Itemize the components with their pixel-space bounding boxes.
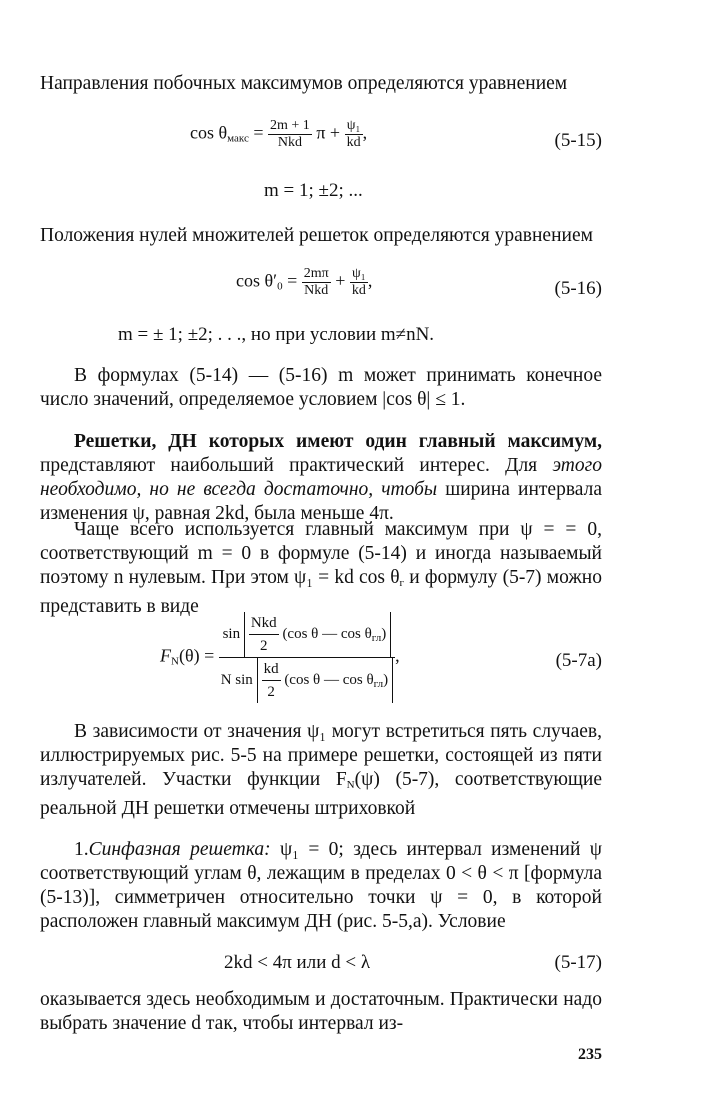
paragraph-side-maxima: Направления побочных максимумов определяются уравнением <box>40 73 568 94</box>
condition-line: m = ± 1; ±2; . . ., но при условии m≠nN. <box>118 324 435 345</box>
paragraph-in-phase: 1.Синфазная решетка: ψ₁ = 0; здесь интервал изменений ψ соответствующий углам θ, лежащим в пределах 0 < θ < π [формула (5-13)], симметричен относительно точки ψ = 0, в которой расположен главный максимум ДН (рис. 5-5,а). Условие <box>40 839 602 932</box>
paragraph-sufficient: оказывается здесь необходимым и достаточным. Практически надо выбрать значение d так, чтобы интервал из- <box>40 989 602 1034</box>
paragraph-nulls: Положения нулей множителей решеток определяются уравнением <box>40 225 593 246</box>
paragraph-gratings: Решетки, ДН которых имеют один главный максимум, представляют наибольший практический интерес. Для этого необходимо, но не всегда достаточно, чтобы ширина интервала изменения ψ, равная 2kd, была меньше 4π. <box>40 431 602 524</box>
equation-number-5-15: (5-15) <box>554 130 602 151</box>
equation-number-5-7a: (5-7а) <box>555 650 602 671</box>
equation-5-17: 2kd < 4π или d < λ <box>224 952 371 973</box>
paragraph-five-cases: В зависимости от значения ψ₁ могут встретиться пять случаев, иллюстрируемых рис. 5-5 на примере решетки, состоящей из пяти излучателей. Участки функции $F_N(\psi)$ (5-7), соответствующие реальной ДН решетки отмечены штриховкой <box>40 721 603 819</box>
equation-number-5-16: (5-16) <box>554 278 602 299</box>
paragraph-formulas: В формулах (5-14) — (5-16) m может принимать конечное число значений, определяемое условием |cos θ| ≤ 1. <box>40 365 602 410</box>
paragraph-main-maximum: Чаще всего используется главный максимум при ψ = = 0, соответствующий m = 0 в формуле (5-14) и иногда называемый поэтому n нулевым. При этом ψ₁ = kd $\cos \theta_г$ и формулу (5-7) можно представить в виде <box>40 519 602 617</box>
equation-number-5-17: (5-17) <box>554 952 602 973</box>
equation-5-16: $\cos \theta'_0$ = $\frac{2m\pi}{\text{Nkd}}$ + $\frac{\text{ψ₁}}{kd}$ , <box>236 266 373 298</box>
equation-5-7a: $F_N(\theta)$ = sin $\frac{\text{Nkd}}{2}$ (cos θ — $\cos \theta_{гл}$) N sin $\frac{kd}{2}$ (cos θ — $\cos \theta_{гл}$) , <box>160 612 400 703</box>
equation-5-15: $\cos \theta_{макс}$ = $\frac{2m + 1}{\text{Nkd}}$ π + $\frac{\text{ψ₁}}{kd}$ , <box>190 118 368 150</box>
m-values-line: m = 1; ±2; ... <box>264 180 363 201</box>
page-number: 235 <box>578 1046 602 1063</box>
